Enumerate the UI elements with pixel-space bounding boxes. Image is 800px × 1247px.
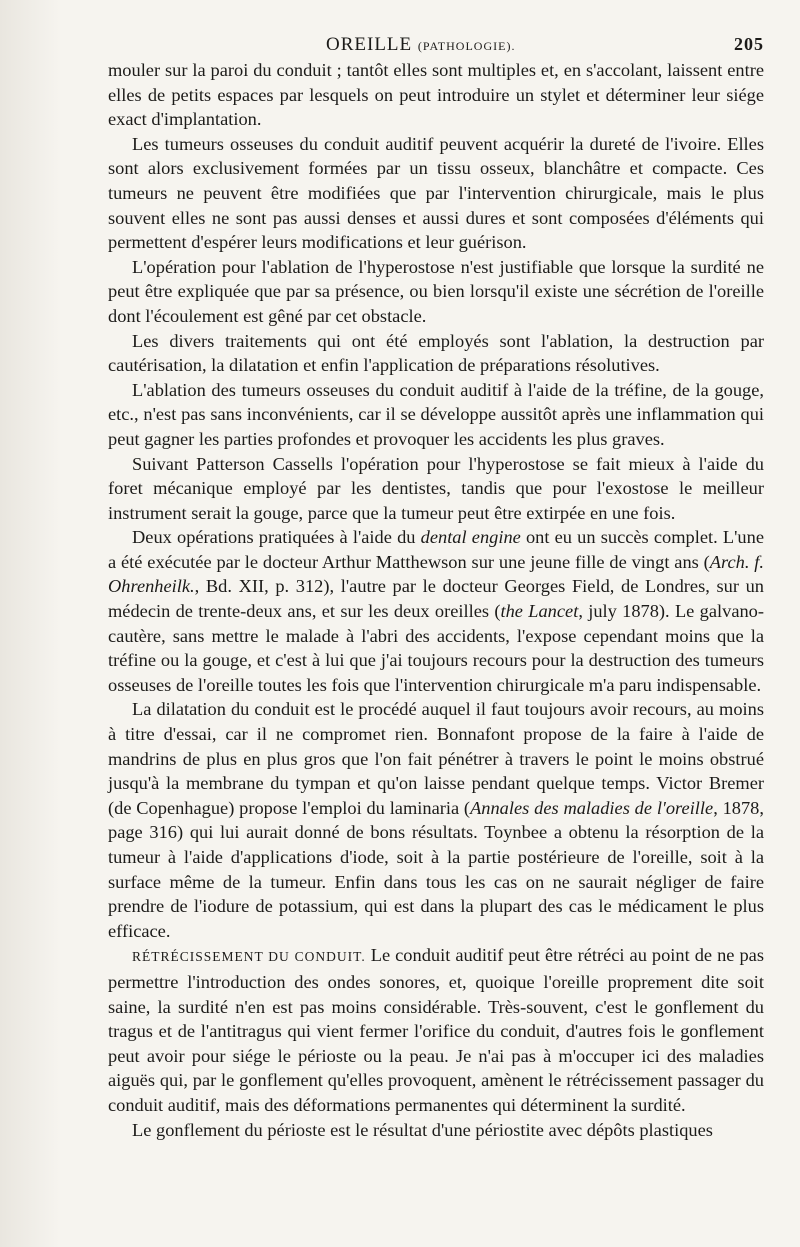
paragraph bbox=[108, 1118, 764, 1143]
paragraph bbox=[108, 378, 764, 452]
italic-text: dental engine bbox=[420, 527, 521, 548]
section-heading: RÉTRÉCISSEMENT DU CONDUIT. bbox=[132, 949, 366, 965]
text-run: , july 1878). Le galvano-cautère, sans mettre le malade à l'abri des accidents, l'expose cependant moins que la tréfine ou la gouge, et c'est à lui que j'ai toujours recours pour la destruction des tumeurs osseuses de l'oreille toutes les fois que l'intervention chirurgicale m'a paru indispensable. bbox=[108, 601, 764, 695]
text-run: Les tumeurs osseuses du conduit auditif peuvent acquérir la dureté de l'ivoire. Elles sont alors exclusivement formées par un tissu osseux, blanchâtre et compacte. Ces tumeurs ne peuvent être modifiées que par l'intervention chirurgicale, mais le plus souvent elles ne sont pas aussi denses et aussi dures et sont composées d'éléments qui permettent d'espérer leurs modifications et leur guérison. bbox=[108, 133, 764, 253]
paragraph bbox=[108, 452, 764, 526]
running-title bbox=[326, 34, 515, 56]
text-run: L'opération pour l'ablation de l'hyperostose n'est justifiable que lorsque la surdité ne peut être expliquée que par sa présence, ou bien lorsqu'il existe une sécrétion de l'oreille dont l'écoulement est gêné par cet obstacle. bbox=[108, 256, 764, 326]
paragraph bbox=[108, 58, 764, 132]
italic-text: the Lancet bbox=[500, 601, 579, 622]
paragraph bbox=[108, 132, 764, 255]
text-run: ont eu un succès complet. L'une a été exécutée par le docteur Arthur Matthewson sur une jeune fille de vingt ans ( bbox=[108, 527, 764, 572]
text-run: Deux opérations pratiquées à l'aide du bbox=[132, 527, 421, 548]
italic-text: Arch. f. Ohrenheilk. bbox=[108, 551, 765, 597]
body-text bbox=[108, 58, 764, 1142]
running-head bbox=[108, 28, 764, 58]
text-run: Le conduit auditif peut être rétréci au point de ne pas permettre l'introduction des ondes sonores, et, quoique l'oreille proprement dite soit saine, la surdité n'en est pas moins considérable. Très-souvent, c'est le gonflement du tragus et de l'antitragus qui vient fermer l'orifice du conduit, d'autres fois le gonflement peut avoir pour siége le périoste ou la peau. Je n'ai pas à m'occuper ici des maladies aiguës qui, par le gonflement qu'elles provoquent, amènent le rétrécissement passager du conduit auditif, mais des déformations permanentes qui déterminent la surdité. bbox=[108, 945, 764, 1115]
text-run: L'ablation des tumeurs osseuses du conduit auditif à l'aide de la tréfine, de la gouge, etc., n'est pas sans inconvénients, car il se développe aussitôt après une inflammation qui peut gagner les parties profondes et provoquer les accidents les plus graves. bbox=[108, 379, 764, 449]
paragraph bbox=[108, 525, 764, 697]
running-title-main: OREILLE bbox=[326, 34, 413, 55]
text-run: , 1878, page 316) qui lui aurait donné de bons résultats. Toynbee a obtenu la résorption de la tumeur à l'aide d'applications d'iode, soit à la partie postérieure de l'oreille, soit à la surface même de la tumeur. Enfin dans tous les cas on ne saurait négliger de faire prendre de l'iodure de potassium, qui est dans la plupart des cas le médicament le plus efficace. bbox=[108, 797, 764, 941]
text-run: mouler sur la paroi du conduit ; tantôt elles sont multiples et, en s'accolant, laissent entre elles de petits espaces par lesquels on peut introduire un stylet et déterminer leur siége exact d'implantation. bbox=[108, 60, 764, 130]
text-run: , Bd. XII, p. 312), l'autre par le docteur Georges Field, de Londres, sur un médecin de trente-deux ans, et sur les deux oreilles ( bbox=[108, 576, 764, 622]
text-run: Suivant Patterson Cassells l'opération pour l'hyperostose se fait mieux à l'aide du foret mécanique employé par les dentistes, tandis que pour l'exostose le meilleur instrument serait la gouge, parce que la tumeur peut être extirpée en une fois. bbox=[108, 453, 764, 523]
paragraph bbox=[108, 329, 764, 378]
paragraph bbox=[108, 697, 764, 943]
text-run: La dilatation du conduit est le procédé auquel il faut toujours avoir recours, au moins à titre d'essai, car il ne compromet rien. Bonnafont propose de la faire à l'aide de mandrins de plus en plus gros que l'on fait pénétrer à travers le point le moins obstrué jusqu'à la membrane du tympan et qu'on laisse pendant quelque temps. Victor Bremer (de Copenhague) propose l'emploi du laminaria ( bbox=[108, 699, 764, 818]
paragraph bbox=[108, 255, 764, 329]
paragraph bbox=[108, 943, 764, 1117]
running-title-section: (PATHOLOGIE). bbox=[417, 39, 516, 53]
page-number: 205 bbox=[734, 34, 764, 54]
text-run: Les divers traitements qui ont été employés sont l'ablation, la destruction par cautérisation, la dilatation et enfin l'application de préparations résolutives. bbox=[108, 330, 764, 376]
italic-text: Annales des maladies de l'oreille bbox=[470, 797, 714, 818]
text-run: Le gonflement du périoste est le résultat d'une périostite avec dépôts plastiques bbox=[132, 1119, 713, 1140]
